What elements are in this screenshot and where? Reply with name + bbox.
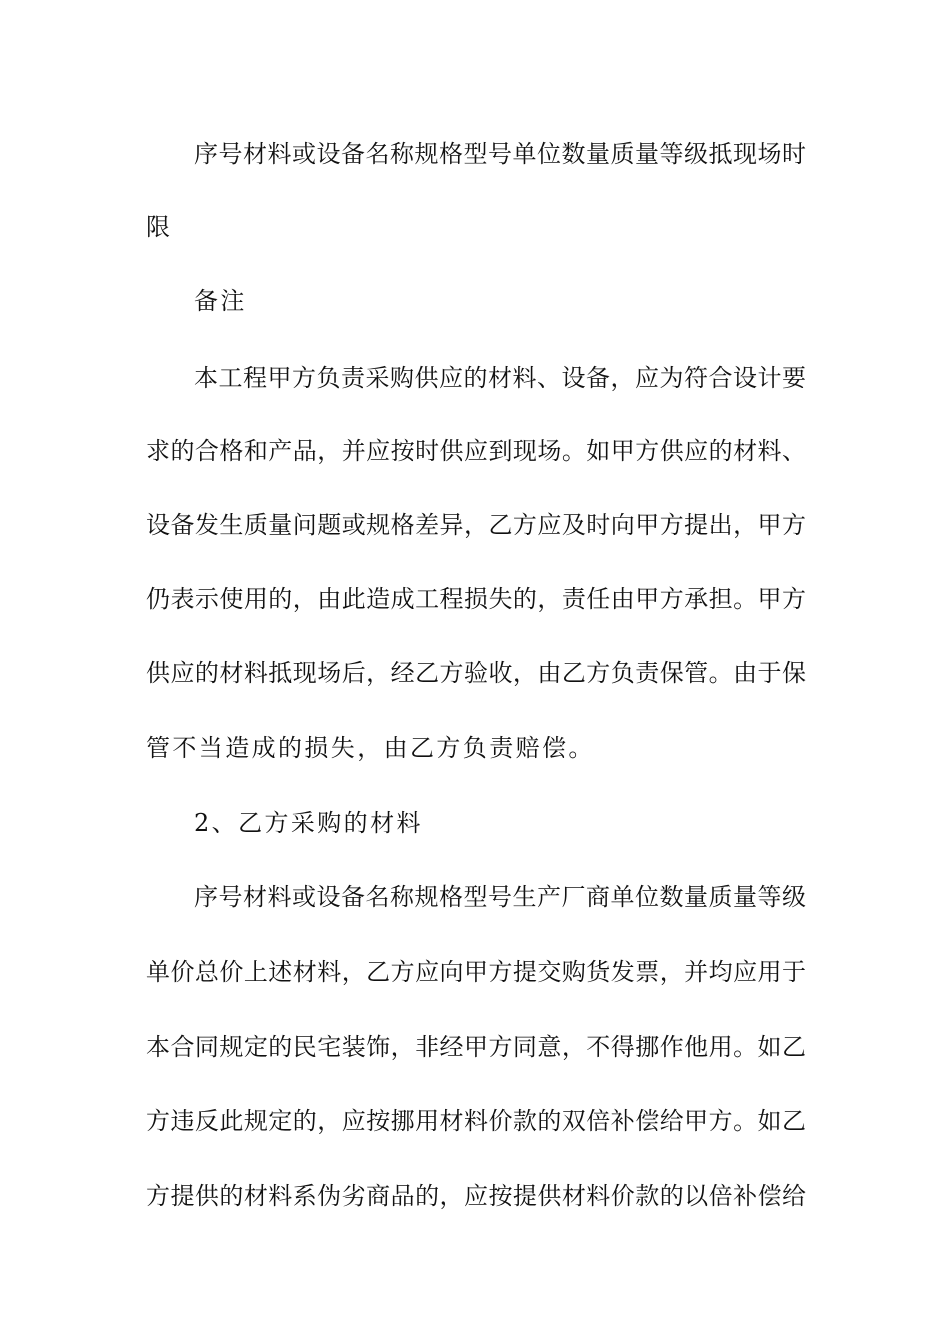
text-line: 方违反此规定的，应按挪用材料价款的双倍补偿给甲方。如乙 — [146, 1107, 806, 1135]
text-line: 序号材料或设备名称规格型号生产厂商单位数量质量等级 — [194, 883, 806, 911]
text-line: 本合同规定的民宅装饰，非经甲方同意，不得挪作他用。如乙 — [146, 1033, 806, 1061]
text-line: 方提供的材料系伪劣商品的，应按提供材料价款的以倍补偿给 — [146, 1182, 806, 1210]
text-line: 限 — [146, 213, 173, 241]
text-line: 仍表示使用的，由此造成工程损失的，责任由甲方承担。甲方 — [146, 585, 806, 613]
text-line: 2、乙方采购的材料 — [194, 809, 423, 837]
text-line: 单价总价上述材料，乙方应向甲方提交购货发票，并均应用于 — [146, 958, 806, 986]
text-line: 供应的材料抵现场后，经乙方验收，由乙方负责保管。由于保 — [146, 659, 806, 687]
text-line: 求的合格和产品，并应按时供应到现场。如甲方供应的材料、 — [146, 437, 806, 465]
text-line: 管不当造成的损失，由乙方负责赔偿。 — [146, 734, 595, 762]
text-line: 设备发生质量问题或规格差异，乙方应及时向甲方提出，甲方 — [146, 511, 806, 539]
text-line: 本工程甲方负责采购供应的材料、设备，应为符合设计要 — [194, 364, 806, 392]
text-line: 备注 — [194, 287, 247, 315]
text-line: 序号材料或设备名称规格型号单位数量质量等级抵现场时 — [194, 140, 806, 168]
